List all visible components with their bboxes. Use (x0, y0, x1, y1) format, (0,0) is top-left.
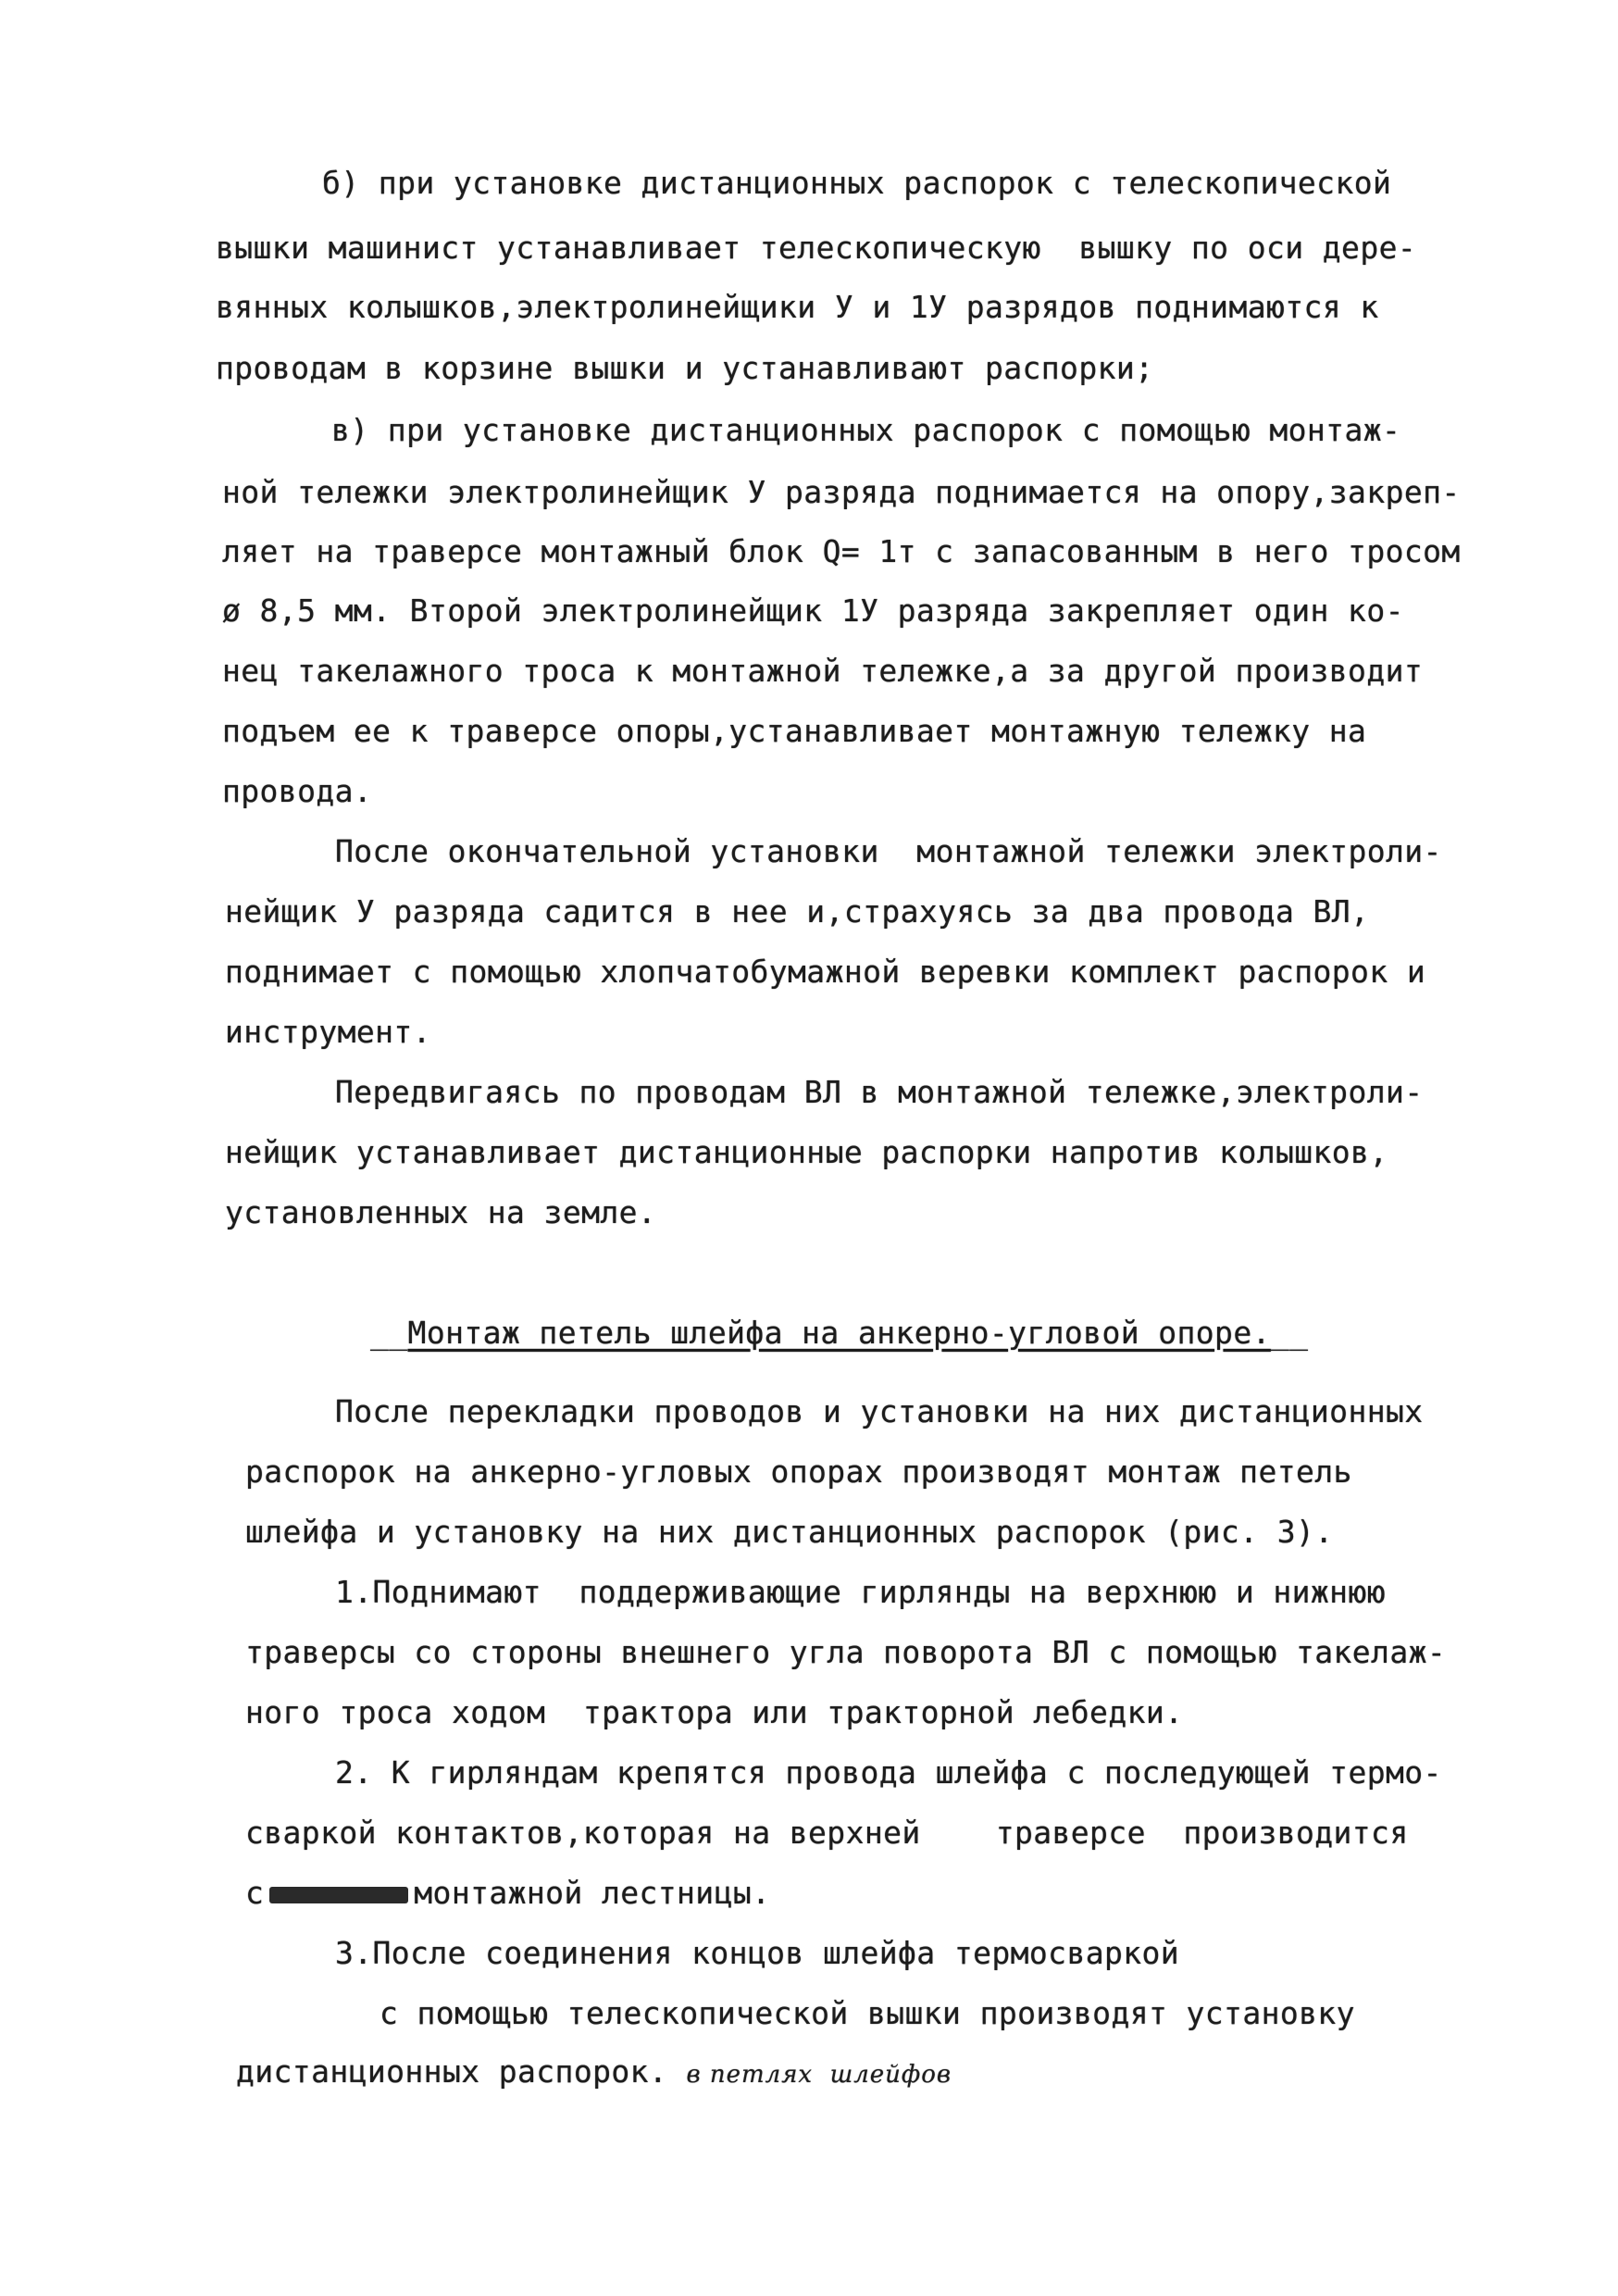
text-line: нейщик У разряда садится в нее и,страхуясь за два провода ВЛ, (225, 893, 1370, 930)
text-line: распорок на анкерно-угловых опорах производят монтаж петель (245, 1454, 1352, 1490)
text-line: После перекладки проводов и установки на них дистанционных (335, 1393, 1424, 1429)
text-line: ного троса ходом трактора или тракторной лебедки. (245, 1694, 1184, 1730)
text-line: шлейфа и установку на них дистанционных распорок (рис. 3). (245, 1514, 1334, 1550)
text-line: После окончательной установки монтажной тележки электроли- (335, 833, 1442, 869)
handwritten-note: в петлях шлейфов (686, 2061, 952, 2089)
text-line: нец такелажного троса к монтажной тележке,а за другой производит (222, 653, 1424, 689)
text-line: вянных колышков,электролинейщики У и 1У разрядов поднимаются к (216, 289, 1379, 325)
text-fragment: дистанционных распорок. (236, 2053, 668, 2090)
text-line-with-handwriting (236, 2053, 952, 2093)
text-line-redacted (245, 1875, 770, 1912)
text-line: с помощью телескопической вышки производят установку (380, 1995, 1355, 2031)
text-fragment: монтажной лестницы. (414, 1875, 771, 1911)
text-line: б) при установке дистанционных распорок с телескопической (322, 165, 1392, 201)
text-line: подъем ее к траверсе опоры,устанавливает монтажную тележку на (222, 713, 1367, 749)
text-line: нейщик устанавливает дистанционные распорки напротив колышков, (225, 1134, 1388, 1170)
text-line: 3.После соединения концов шлейфа термосваркой (335, 1935, 1180, 1971)
text-line: траверсы со стороны внешнего угла поворота ВЛ с помощью такелаж- (245, 1634, 1447, 1670)
section-heading-text: Монтаж петель шлейфа на анкерно-угловой опоре. (407, 1315, 1271, 1351)
text-line: сваркой контактов,которая на верхней траверсе производится (245, 1815, 1409, 1851)
text-line: провода. (222, 773, 373, 809)
text-line: поднимает с помощью хлопчатобумажной веревки комплект распорок и (225, 954, 1426, 990)
text-line: в) при установке дистанционных распорок с помощью монтаж- (331, 412, 1401, 448)
text-line: 2. К гирляндам крепятся провода шлейфа с последующей термо- (335, 1754, 1442, 1791)
text-line: вышки машинист устанавливает телескопическую вышку по оси дере- (216, 230, 1417, 266)
text-line: инструмент. (225, 1014, 431, 1050)
text-line: Передвигаясь по проводам ВЛ в монтажной тележке,электроли- (335, 1074, 1424, 1110)
text-line: установленных на земле. (225, 1194, 657, 1230)
section-heading: __Монтаж петель шлейфа на анкерно-угловой опоре.__ (370, 1315, 1309, 1351)
text-fragment: с (245, 1875, 265, 1911)
text-line: ной тележки электролинейщик У разряда поднимается на опору,закреп- (222, 474, 1461, 510)
text-line: 1.Поднимают поддерживающие гирлянды на верхнюю и нижнюю (335, 1574, 1386, 1610)
text-line: ø 8,5 мм. Второй электролинейщик 1У разряда закрепляет один ко- (222, 593, 1404, 629)
redaction-mark (269, 1887, 408, 1903)
text-line: проводам в корзине вышки и устанавливают распорки; (216, 350, 1154, 386)
text-line: ляет на траверсе монтажный блок Q= 1т с запасованным в него тросом (222, 533, 1461, 569)
